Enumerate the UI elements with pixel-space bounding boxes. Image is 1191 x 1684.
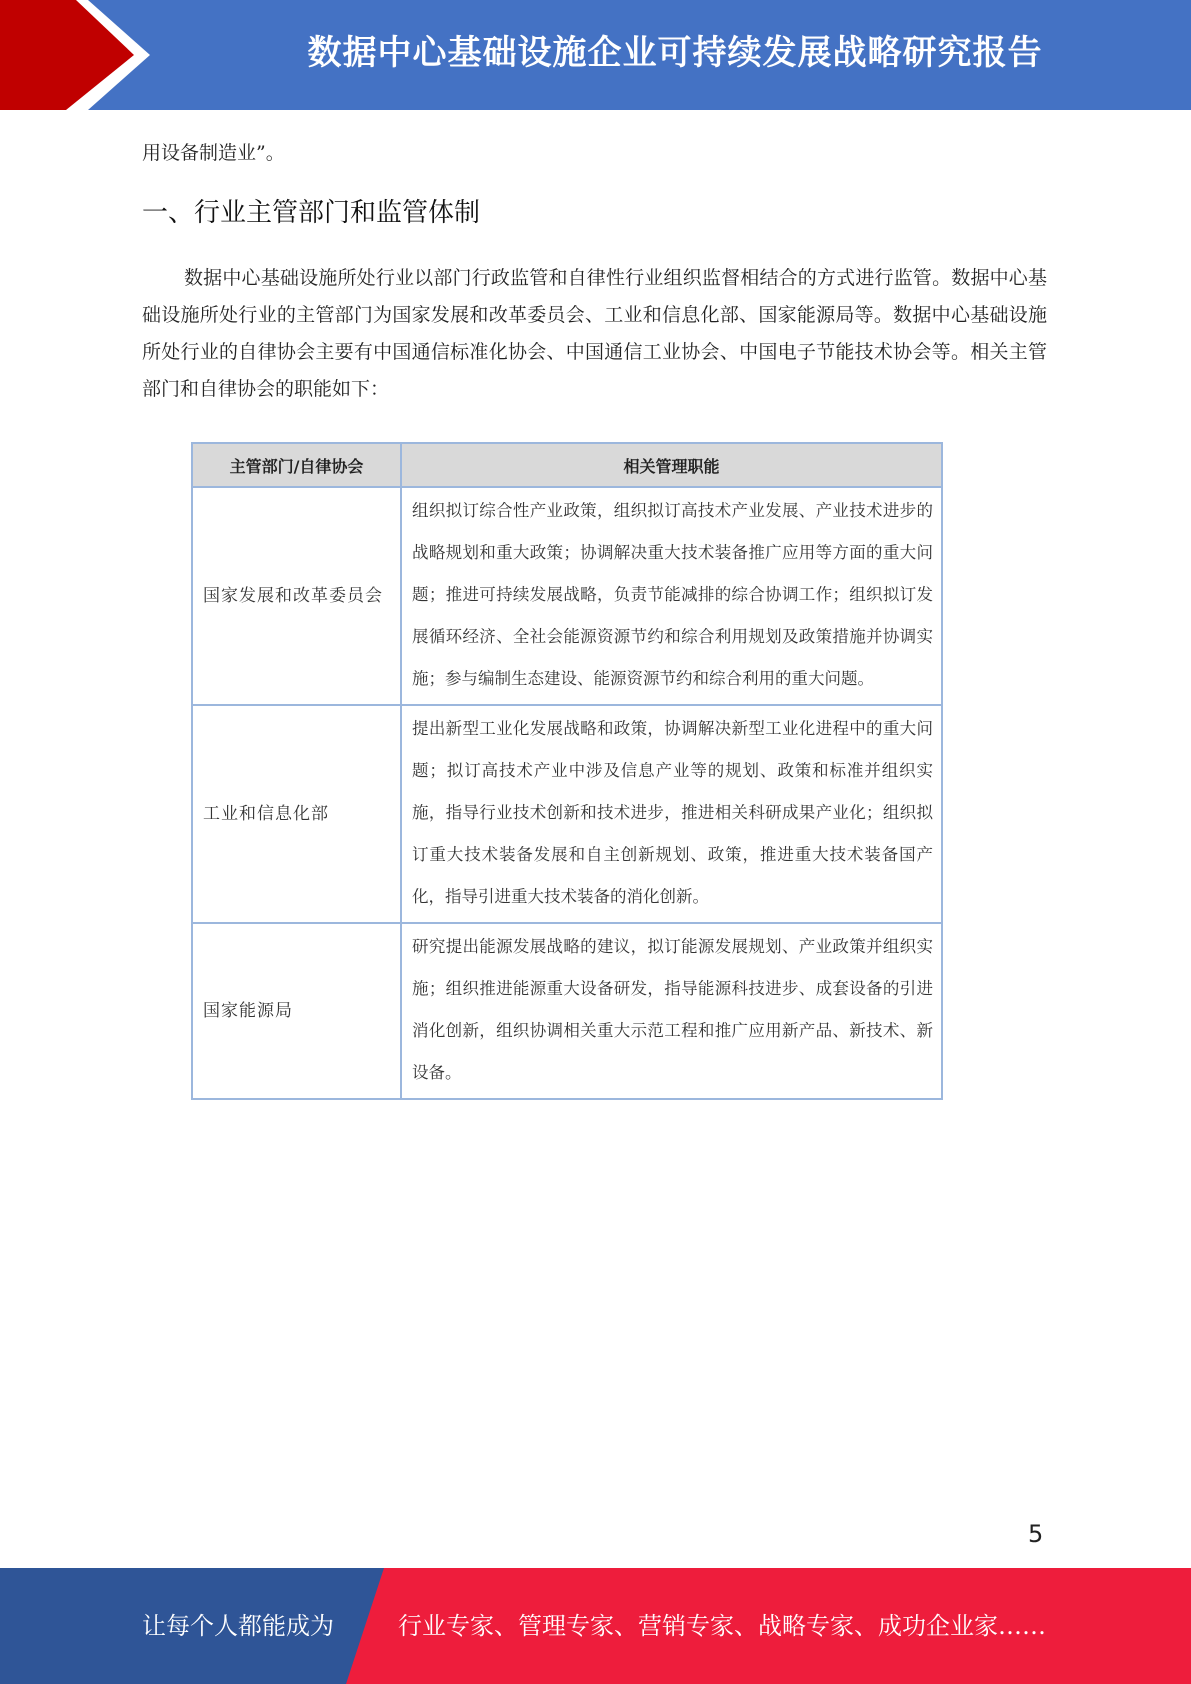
chevron-arrow-icon (0, 0, 160, 110)
section-heading: 一、行业主管部门和监管体制 (142, 198, 481, 228)
table-cell-functions: 研究提出能源发展战略的建议，拟订能源发展规划、产业政策并组织实施；组织推进能源重大设备研发，指导能源科技进步、成套设备的引进消化创新，组织协调相关重大示范工程和推广应用新产品、新技术、新设备。 (401, 923, 942, 1099)
page-number: 5 (1028, 1520, 1044, 1548)
table-cell-functions: 提出新型工业化发展战略和政策，协调解决新型工业化进程中的重大问题；拟订高技术产业中涉及信息产业等的规划、政策和标准并组织实施，指导行业技术创新和技术进步，推进相关科研成果产业化；组织拟订重大技术装备发展和自主创新规划、政策，推进重大技术装备国产化，指导引进重大技术装备的消化创新。 (401, 705, 942, 923)
footer-slogan-left: 让每个人都能成为 (142, 1612, 334, 1640)
report-title: 数据中心基础设施企业可持续发展战略研究报告 (307, 33, 1043, 73)
table-row (192, 487, 942, 705)
table-row (192, 705, 942, 923)
footer-slogan-right: 行业专家、管理专家、营销专家、战略专家、成功企业家…… (398, 1612, 1046, 1640)
page-footer-banner (0, 1568, 1191, 1684)
body-paragraph: 数据中心基础设施所处行业以部门行政监管和自律性行业组织监督相结合的方式进行监管。数据中心基础设施所处行业的主管部门为国家发展和改革委员会、工业和信息化部、国家能源局等。数据中心基础设施所处行业的自律协会主要有中国通信标准化协会、中国通信工业协会、中国电子节能技术协会等。相关主管部门和自律协会的职能如下： (142, 267, 1047, 400)
table-cell-department: 工业和信息化部 (192, 705, 401, 923)
chevron-red-fill (0, 0, 134, 110)
continuation-text: 用设备制造业”。 (142, 142, 285, 164)
page-header-banner (0, 0, 1191, 110)
table-header-department: 主管部门/自律协会 (192, 443, 401, 487)
table-row (192, 923, 942, 1099)
table-cell-department: 国家能源局 (192, 923, 401, 1099)
duties-table (191, 442, 943, 1100)
table-cell-department: 国家发展和改革委员会 (192, 487, 401, 705)
table-header-functions: 相关管理职能 (401, 443, 942, 487)
duties-table-container (191, 442, 941, 1100)
table-header-row (192, 443, 942, 487)
table-cell-functions: 组织拟订综合性产业政策，组织拟订高技术产业发展、产业技术进步的战略规划和重大政策；协调解决重大技术装备推广应用等方面的重大问题；推进可持续发展战略，负责节能减排的综合协调工作；组织拟订发展循环经济、全社会能源资源节约和综合利用规划及政策措施并协调实施；参与编制生态建设、能源资源节约和综合利用的重大问题。 (401, 487, 942, 705)
